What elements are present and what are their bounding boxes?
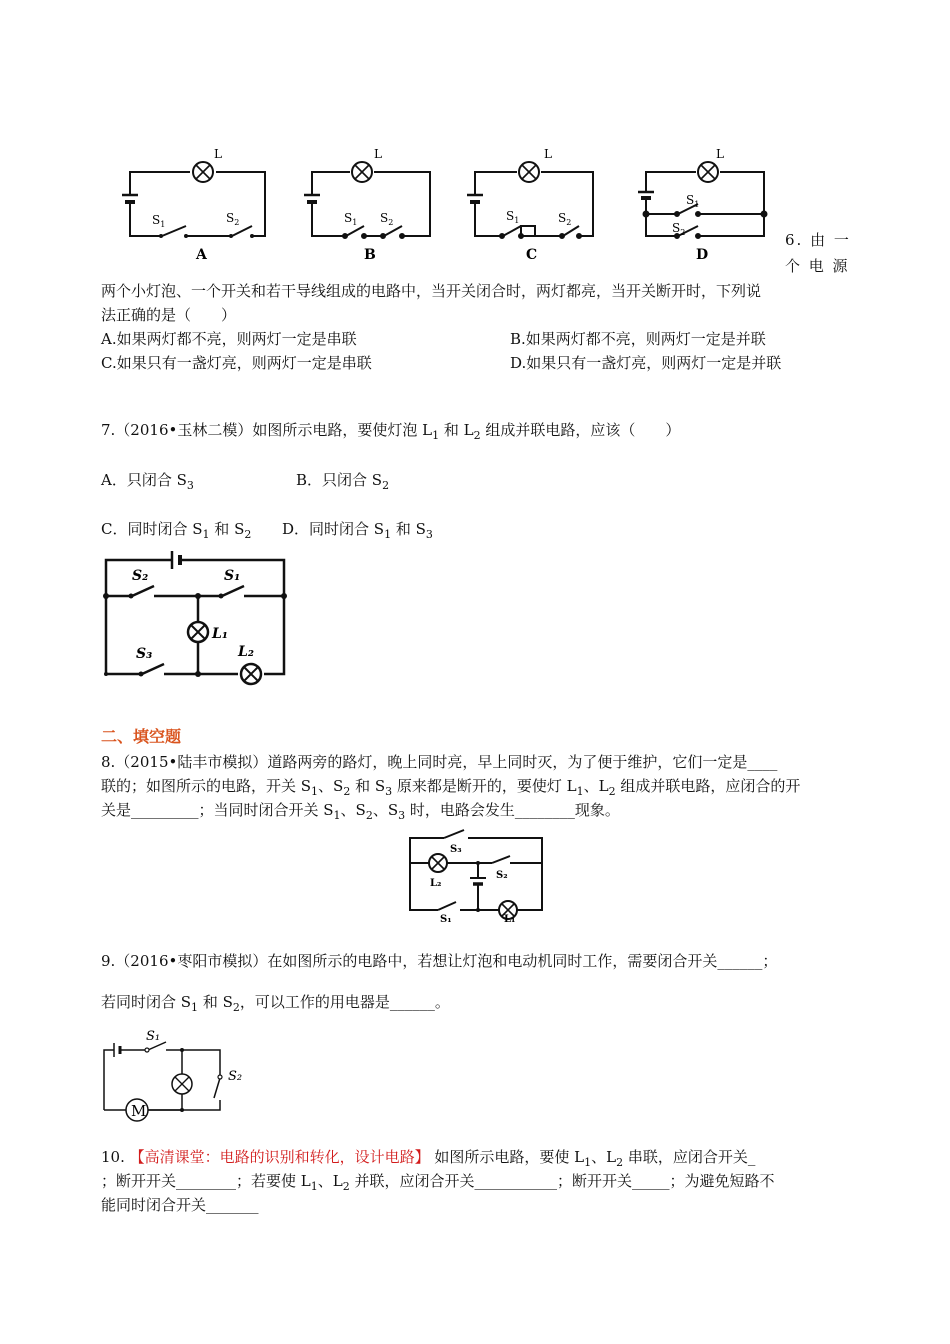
- q6-number-part1: 6. 由 一: [785, 231, 851, 249]
- q7-stem: 7.（2016•玉林二模）如图所示电路，要使灯泡 $L_1$ 和 $L_2$ 组成并联电路，应该（ ）: [101, 421, 681, 442]
- q7-s3-label: S₃: [136, 646, 153, 662]
- q6-d-lamp-label: L: [716, 147, 724, 161]
- q7-option-a: A．只闭合 $S_3$: [101, 471, 194, 492]
- q6-stem-line2: 法正确的是（ ）: [101, 306, 237, 324]
- q6-a-s1-label: $S_1$: [152, 213, 166, 229]
- q8-s3-label: S₃: [450, 844, 462, 855]
- q6-diagram-label-c: C: [526, 247, 538, 263]
- q6-d-s2-label: $S_2$: [672, 221, 686, 237]
- q10-line3: 能同时闭合开关_______: [101, 1196, 259, 1214]
- q6-option-c: C.如果只有一盏灯亮，则两灯一定是串联: [101, 354, 372, 372]
- q6-option-d: D.如果只有一盏灯亮，则两灯一定是并联: [510, 354, 782, 372]
- q6-a-lamp-label: L: [214, 147, 222, 161]
- q6-stem-line1: 两个小灯泡、一个开关和若干导线组成的电路中，当开关闭合时，两灯都亮，当开关断开时，下列说: [101, 282, 762, 300]
- q6-number-part2: 个 电 源: [785, 257, 850, 275]
- q6-diagram-label-d: D: [696, 247, 709, 263]
- q7-s2-label: S₂: [132, 568, 149, 584]
- q9-motor-label: M: [131, 1102, 147, 1120]
- q6-diagram-label-a: A: [196, 247, 207, 263]
- q7-l2-label: L₂: [238, 644, 254, 660]
- q7-option-d: D．同时闭合 $S_1$ 和 $S_3$: [282, 520, 433, 541]
- q6-diagram-c: [467, 162, 593, 238]
- q6-diagram-b: [304, 162, 430, 238]
- q10-line1: 10. 【高清课堂：电路的识别和转化，设计电路】 如图所示电路，要使 $L_1$、$L_2$ 串联，应闭合开关_: [101, 1148, 756, 1169]
- q7-l1-label: L₁: [212, 626, 228, 642]
- q6-circuit-diagrams: [120, 140, 780, 265]
- q6-c-lamp-label: L: [544, 147, 552, 161]
- q10-topic-tag: 【高清课堂：电路的识别和转化，设计电路】: [129, 1148, 430, 1166]
- q9-s1-label: S₁: [146, 1030, 161, 1044]
- q8-line3: 关是_________；当同时闭合开关 $S_1$、$S_2$、$S_3$ 时，电路会发生________现象。: [101, 801, 620, 822]
- q9-line2: 若同时闭合 $S_1$ 和 $S_2$，可以工作的用电器是______。: [101, 993, 450, 1014]
- q6-c-s1-label: $S_1$: [506, 209, 520, 225]
- q6-d-s1-label: $S_1$: [686, 193, 700, 209]
- q7-option-c: C．同时闭合 $S_1$ 和 $S_2$: [101, 520, 252, 541]
- q8-line2: 联的；如图所示的电路，开关 $S_1$、$S_2$ 和 $S_3$ 原来都是断开的，要使灯 $L_1$、$L_2$ 组成并联电路，应闭合的开: [101, 777, 801, 798]
- q6-c-s2-label: $S_2$: [558, 211, 572, 227]
- q6-option-b: B.如果两灯都不亮，则两灯一定是并联: [510, 330, 766, 348]
- q8-s2-label: S₂: [496, 870, 508, 881]
- q9-circuit-diagram: [96, 1030, 256, 1125]
- q8-circuit-diagram: [400, 828, 550, 923]
- q6-diagram-label-b: B: [364, 247, 376, 263]
- q6-option-a: A.如果两灯都不亮，则两灯一定是串联: [101, 330, 357, 348]
- q7-circuit-diagram: [96, 548, 296, 688]
- q9-line1: 9.（2016•枣阳市模拟）在如图所示的电路中，若想让灯泡和电动机同时工作，需要闭合开关______；: [101, 952, 778, 970]
- q6-diagram-d: [638, 162, 767, 238]
- q8-l1-label: L₁: [504, 914, 516, 923]
- q7-s1-label: S₁: [224, 568, 241, 584]
- q6-a-s2-label: $S_2$: [226, 211, 240, 227]
- q9-s2-label: S₂: [228, 1069, 243, 1084]
- q6-b-s1-label: $S_1$: [344, 211, 358, 227]
- q8-line1: 8.（2015•陆丰市模拟）道路两旁的路灯，晚上同时亮，早上同时灭，为了便于维护，它们一定是____: [101, 753, 778, 771]
- q7-option-b: B．只闭合 $S_2$: [296, 471, 390, 492]
- q8-l2-label: L₂: [430, 878, 442, 889]
- q6-diagram-a: [122, 172, 265, 236]
- q8-s1-label: S₁: [440, 914, 452, 923]
- q6-b-lamp-label: L: [374, 147, 382, 161]
- q6-b-s2-label: $S_2$: [380, 211, 394, 227]
- section-title-fill-in: 二、填空题: [101, 727, 182, 746]
- q10-line2: ；断开开关________；若要使 $L_1$、$L_2$ 并联，应闭合开关___________；断开开关_____；为避免短路不: [101, 1172, 775, 1193]
